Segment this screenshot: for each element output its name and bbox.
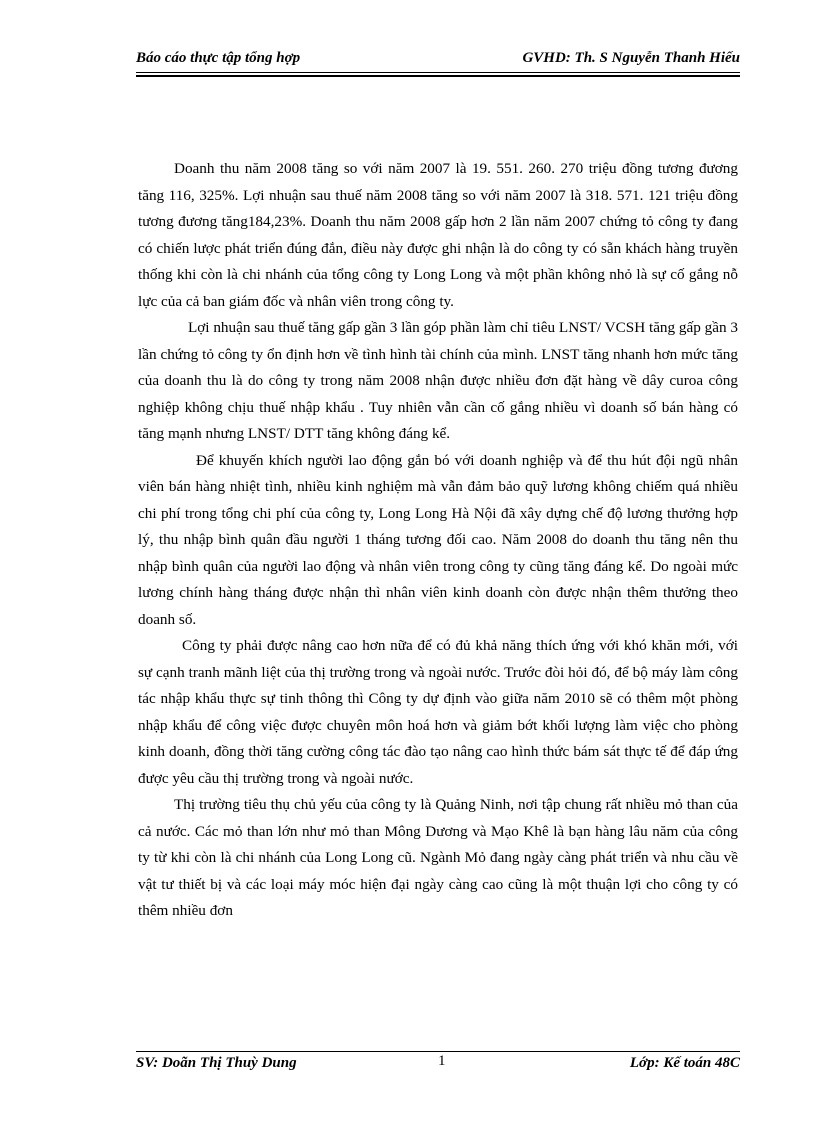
footer-rule	[136, 1051, 740, 1052]
page-header	[136, 50, 740, 72]
header-rule-thick	[136, 75, 740, 77]
paragraph-revenue: Doanh thu năm 2008 tăng so với năm 2007 là 19. 551. 260. 270 triệu đồng tương đương tăng 116, 325%. Lợi nhuận sau thuế năm 2008 tăng so với năm 2007 là 318. 571. 121 triệu đồng tương đương tăng184,23%. Doanh thu năm 2008 gấp hơn 2 lần năm 2007 chứng tỏ công ty đang có chiến lược phát triển đúng đắn, điều này được ghi nhận là do công ty có sẵn khách hàng truyền thống khi còn là chi nhánh của tổng công ty Long Long và một phần không nhỏ là sự cố gắng nỗ lực của cả ban giám đốc và nhân viên trong công ty.	[138, 160, 738, 310]
paragraph-profit: Lợi nhuận sau thuế tăng gấp gần 3 lần góp phần làm chỉ tiêu LNST/ VCSH tăng gấp gần 3 lần chứng tỏ công ty ổn định hơn về tình hình tài chính của mình. LNST tăng nhanh hơn mức tăng của doanh thu là do công ty trong năm 2008 nhận được nhiều đơn đặt hàng về dây curoa công nghiệp không chịu thuế nhập khẩu . Tuy nhiên vẫn cần cố gắng nhiều vì doanh số bán hàng có tăng mạnh nhưng LNST/ DTT tăng không đáng kể.	[138, 319, 738, 442]
footer-student: SV: Doãn Thị Thuỳ Dung	[136, 1055, 297, 1071]
paragraph-improvement: Công ty phải được nâng cao hơn nữa để có đủ khả năng thích ứng với khó khăn mới, với sự cạnh tranh mãnh liệt của thị trường trong và ngoài nước. Trước đòi hỏi đó, để bộ máy làm công tác nhập khẩu thực sự tinh thông thì Công ty dự định vào giữa năm 2010 sẽ có thêm một phòng nhập khẩu để công việc được chuyên môn hoá hơn và giảm bớt khối lượng làm việc cho phòng kinh doanh, đồng thời tăng cường công tác đào tạo nâng cao hình thức bám sát thực tế để đáp ứng được yêu cầu thị trường trong và ngoài nước.	[138, 637, 738, 787]
page-number: 1	[438, 1053, 446, 1069]
footer-class: Lớp: Kế toán 48C	[629, 1055, 740, 1071]
paragraph-market: Thị trường tiêu thụ chủ yếu của công ty là Quảng Ninh, nơi tập chung rất nhiều mỏ than của cả nước. Các mỏ than lớn như mỏ than Mông Dương và Mạo Khê là bạn hàng lâu năm của công ty từ khi còn là chi nhánh của Long Long cũ. Ngành Mỏ đang ngày càng phát triển và nhu cầu về vật tư thiết bị và các loại máy móc hiện đại ngày càng cao cũng là một thuận lợi cho công ty có thêm nhiều đơn	[138, 796, 738, 919]
header-report-title: Báo cáo thực tập tổng hợp	[136, 50, 301, 66]
header-rule-thin	[136, 72, 740, 73]
body-text	[138, 156, 738, 925]
header-supervisor: GVHD: Th. S Nguyễn Thanh Hiếu	[522, 50, 740, 66]
page-footer	[136, 1055, 740, 1077]
paragraph-salary: Để khuyến khích người lao động gắn bó với doanh nghiệp và để thu hút đội ngũ nhân viên bán hàng nhiệt tình, nhiều kinh nghiệm mà vẫn đảm bảo quỹ lương không chiếm quá nhiều chi phí trong tổng chi phí của công ty, Long Long Hà Nội đã xây dựng chế độ lương thưởng hợp lý, thu nhập bình quân đầu người 1 tháng tương đối cao. Năm 2008 do doanh thu tăng nên thu nhập bình quân của người lao động và nhân viên trong công ty cũng tăng đáng kể. Do ngoài mức lương chính hàng tháng được nhận thì nhân viên kinh doanh còn được nhận thêm thưởng theo doanh số.	[138, 451, 738, 628]
